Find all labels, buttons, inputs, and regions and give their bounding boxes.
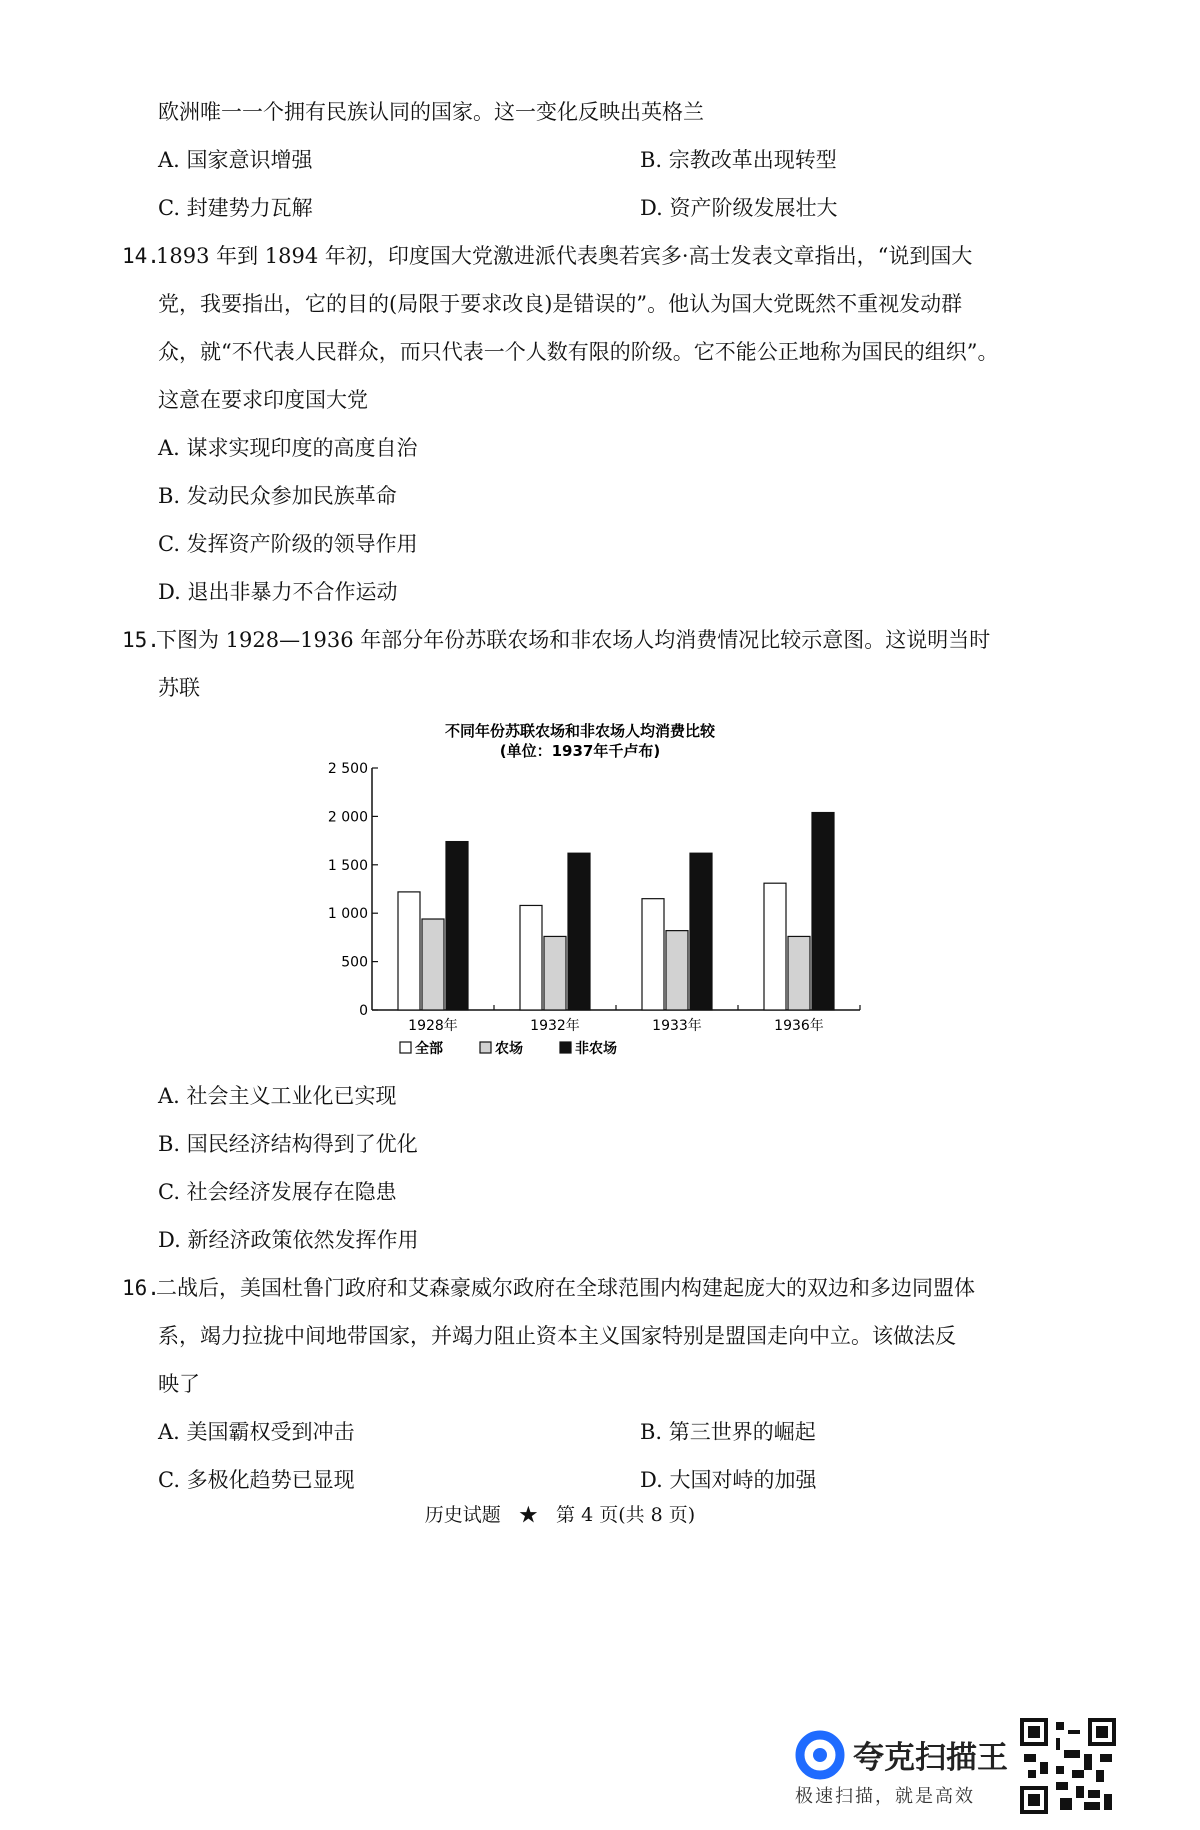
x-tick-label: 1936年 (774, 1018, 824, 1034)
q16-option-a: A. 美国霸权受到冲击 (158, 1420, 355, 1444)
q15-option-c: C. 社会经济发展存在隐患 (158, 1180, 397, 1204)
bar-全部-1928年 (398, 892, 420, 1010)
legend-label-农场: 农场 (495, 1041, 523, 1057)
q14-option-b: B. 发动民众参加民族革命 (158, 484, 397, 508)
q15-line-1: 下图为 1928—1936 年部分年份苏联农场和非农场人均消费情况比较示意图。这说明当时 (156, 628, 991, 652)
q13-option-b: B. 宗教改革出现转型 (640, 148, 837, 172)
bar-非农场-1933年 (690, 853, 712, 1010)
q14-line-1: 1893 年到 1894 年初，印度国大党激进派代表奥若宾多·高士发表文章指出，“说到国大 (156, 244, 973, 268)
star-icon: ★ (518, 1504, 538, 1526)
y-tick-label: 2 500 (327, 761, 368, 777)
brand-name: 夸克扫描王 (853, 1740, 1008, 1776)
q16-option-c: C. 多极化趋势已显现 (158, 1468, 355, 1492)
consumption-bar-chart (300, 710, 900, 1080)
q14-line-4: 这意在要求印度国大党 (158, 388, 368, 412)
qr-code-icon (1020, 1718, 1116, 1814)
page-footer (0, 1500, 1120, 1527)
legend-swatch-全部 (400, 1042, 411, 1053)
bar-农场-1933年 (666, 931, 688, 1010)
q14-line-3: 众，就“不代表人民群众，而只代表一个人数有限的阶级。它不能公正地称为国民的组织”。 (158, 340, 999, 364)
chart-subtitle: (单位：1937年千卢布) (499, 742, 661, 760)
q13-option-a: A. 国家意识增强 (158, 148, 313, 172)
bar-农场-1928年 (422, 919, 444, 1010)
bar-非农场-1936年 (812, 813, 834, 1010)
bar-全部-1933年 (642, 899, 664, 1010)
q16-line-3: 映了 (158, 1372, 200, 1396)
legend-swatch-农场 (480, 1042, 491, 1053)
q13-option-d: D. 资产阶级发展壮大 (640, 196, 838, 220)
legend-label-非农场: 非农场 (575, 1041, 617, 1057)
q16-line-1: 二战后，美国杜鲁门政府和艾森豪威尔政府在全球范围内构建起庞大的双边和多边同盟体 (156, 1276, 975, 1300)
chart-plot-area (328, 761, 860, 1034)
y-tick-label: 1 500 (327, 857, 368, 874)
q14-line-2: 党，我要指出，它的目的(局限于要求改良)是错误的”。他认为国大党既然不重视发动群 (158, 292, 963, 316)
bar-全部-1936年 (764, 883, 786, 1010)
q15-option-b: B. 国民经济结构得到了优化 (158, 1132, 418, 1156)
bar-农场-1936年 (788, 936, 810, 1010)
y-tick-label: 1 000 (327, 906, 368, 923)
legend-label-全部: 全部 (415, 1041, 443, 1057)
brand-slogan: 极速扫描，就是高效 (795, 1786, 975, 1807)
y-tick-label: 0 (359, 1003, 368, 1019)
x-tick-label: 1932年 (530, 1018, 580, 1034)
q14-number: 14. (122, 244, 160, 268)
q15-number: 15. (122, 628, 160, 652)
q14-option-a: A. 谋求实现印度的高度自治 (158, 436, 418, 460)
y-tick-label: 500 (341, 954, 368, 971)
q15-line-2: 苏联 (158, 676, 200, 700)
legend-swatch-非农场 (560, 1042, 571, 1053)
footer-subject: 历史试题 (424, 1504, 501, 1526)
q15-option-d: D. 新经济政策依然发挥作用 (158, 1228, 419, 1252)
chart-legend (400, 1040, 617, 1057)
chart-title: 不同年份苏联农场和非农场人均消费比较 (444, 722, 716, 740)
q16-option-d: D. 大国对峙的加强 (640, 1468, 817, 1492)
q15-option-a: A. 社会主义工业化已实现 (158, 1084, 397, 1108)
footer-page-number: 第 4 页(共 8 页) (556, 1504, 696, 1526)
q16-line-2: 系，竭力拉拢中间地带国家，并竭力阻止资本主义国家特别是盟国走向中立。该做法反 (158, 1324, 956, 1348)
bar-非农场-1932年 (568, 853, 590, 1010)
y-tick-label: 2 000 (327, 809, 368, 826)
q16-number: 16. (122, 1276, 160, 1300)
q14-option-c: C. 发挥资产阶级的领导作用 (158, 532, 418, 556)
q13-option-c: C. 封建势力瓦解 (158, 196, 313, 220)
q14-option-d: D. 退出非暴力不合作运动 (158, 580, 398, 604)
bar-农场-1932年 (544, 936, 566, 1010)
q13-stem-tail: 欧洲唯一一个拥有民族认同的国家。这一变化反映出英格兰 (158, 100, 704, 124)
x-tick-label: 1933年 (652, 1018, 702, 1034)
bar-全部-1932年 (520, 905, 542, 1010)
bar-非农场-1928年 (446, 842, 468, 1010)
quark-logo-icon (795, 1730, 845, 1780)
q16-option-b: B. 第三世界的崛起 (640, 1420, 816, 1444)
x-tick-label: 1928年 (408, 1018, 458, 1034)
